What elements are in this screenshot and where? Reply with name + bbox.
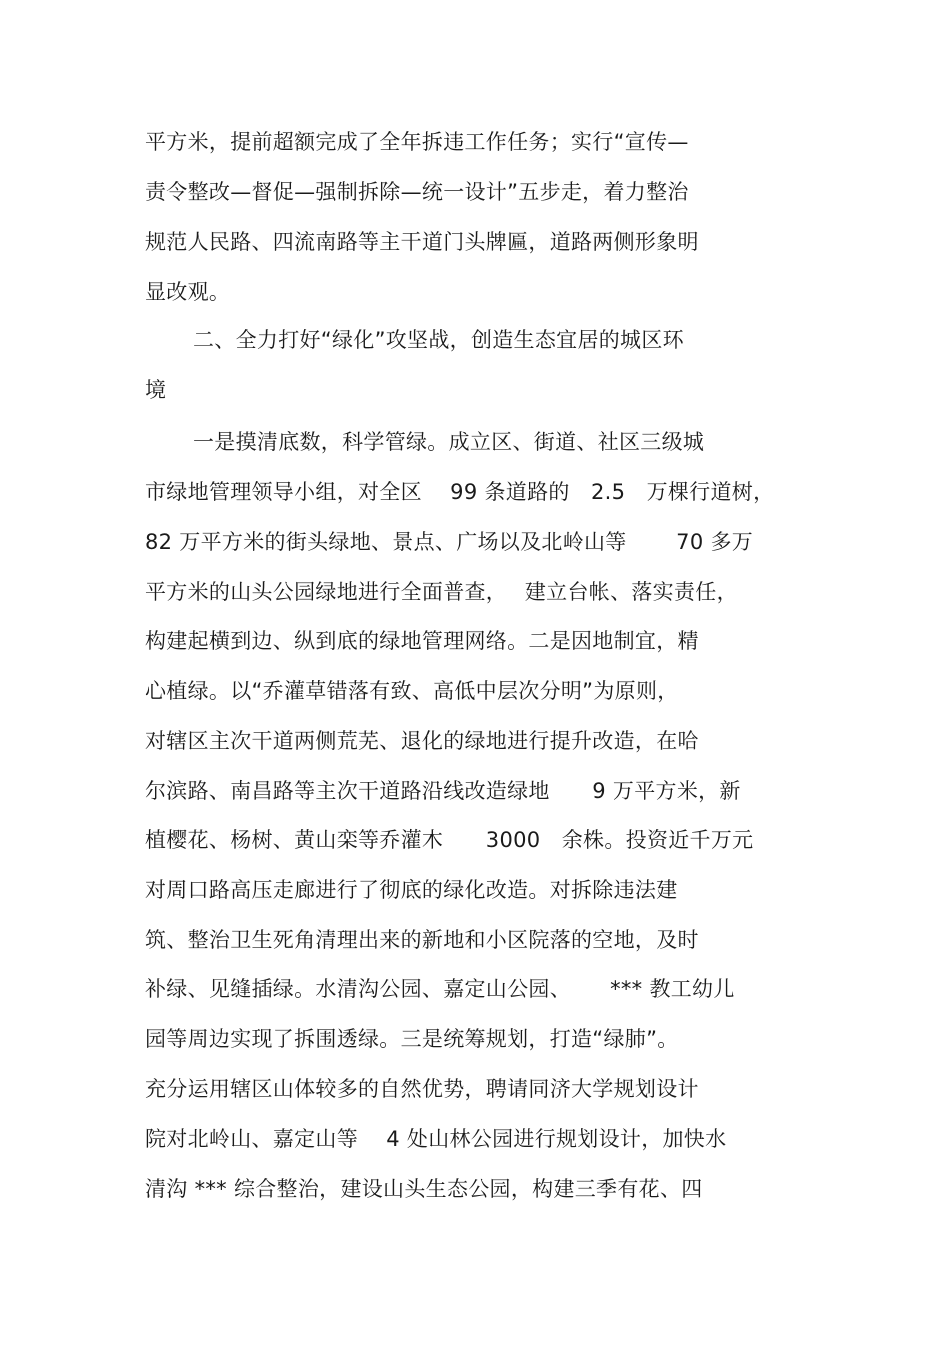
text-line-11: 构建起横到边、纵到底的绿地管理网络。二是因地制宜，精 bbox=[145, 629, 699, 653]
text-line-7: 一是摸清底数，科学管绿。成立区、街道、社区三级城 bbox=[193, 430, 705, 454]
text-line-17: 筑、整治卫生死角清理出来的新地和小区院落的空地，及时 bbox=[145, 928, 699, 952]
text-line-13: 对辖区主次干道两侧荒芜、退化的绿地进行提升改造，在哈 bbox=[145, 729, 699, 753]
text-line-8: 市绿地管理领导小组，对全区 99 条道路的 2.5 万棵行道树， bbox=[145, 480, 775, 504]
text-line-9: 82 万平方米的街头绿地、景点、广场以及北岭山等 70 多万 bbox=[145, 530, 754, 554]
text-line-15: 植樱花、杨树、黄山栾等乔灌木 3000 余株。投资近千万元 bbox=[145, 828, 754, 852]
text-line-12: 心植绿。以“乔灌草错落有致、高低中层次分明”为原则， bbox=[145, 679, 679, 703]
text-line-4: 显改观。 bbox=[145, 280, 231, 304]
text-line-22: 清沟 *** 综合整治，建设山头生态公园，构建三季有花、四 bbox=[145, 1177, 703, 1201]
text-line-14: 尔滨路、南昌路等主次干道路沿线改造绿地 9 万平方米，新 bbox=[145, 779, 741, 803]
section-heading-line-2: 境 bbox=[145, 378, 167, 402]
text-line-19: 园等周边实现了拆围透绿。三是统筹规划，打造“绿肺”。 bbox=[145, 1027, 679, 1051]
text-line-16: 对周口路高压走廊进行了彻底的绿化改造。对拆除违法建 bbox=[145, 878, 678, 902]
text-line-1: 平方米，提前超额完成了全年拆违工作任务；实行“宣传— bbox=[145, 130, 689, 154]
text-line-21: 院对北岭山、嘉定山等 4 处山林公园进行规划设计，加快水 bbox=[145, 1127, 727, 1151]
text-line-18: 补绿、见缝插绿。水清沟公园、嘉定山公园、 *** 教工幼儿 bbox=[145, 977, 735, 1001]
text-line-10: 平方米的山头公园绿地进行全面普查， 建立台帐、落实责任， bbox=[145, 580, 738, 604]
section-heading-line-1: 二、全力打好“绿化”攻坚战，创造生态宜居的城区环 bbox=[193, 328, 684, 352]
text-line-20: 充分运用辖区山体较多的自然优势，聘请同济大学规划设计 bbox=[145, 1077, 699, 1101]
text-line-3: 规范人民路、四流南路等主干道门头牌匾，道路两侧形象明 bbox=[145, 230, 699, 254]
text-line-2: 责令整改—督促—强制拆除—统一设计”五步走，着力整治 bbox=[145, 180, 689, 204]
